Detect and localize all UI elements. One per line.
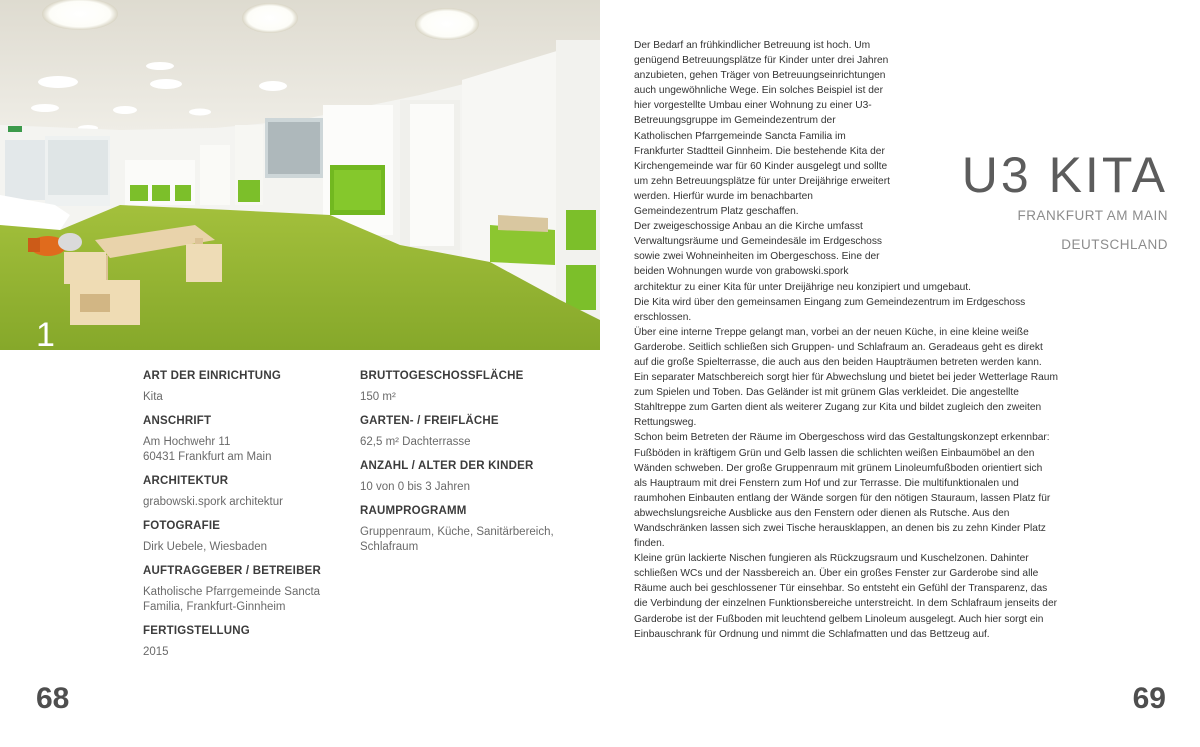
fact-value: 150 m²	[360, 391, 396, 403]
fact-label: FERTIGSTELLUNG	[143, 625, 250, 637]
fact-label: GARTEN- / FREIFLÄCHE	[360, 415, 499, 427]
fact-label: BRUTTOGESCHOSSFLÄCHE	[360, 370, 524, 382]
fact-value: 10 von 0 bis 3 Jahren	[360, 481, 470, 493]
fact-value: 2015	[143, 646, 169, 658]
page-number-right: 69	[1132, 682, 1166, 715]
fact-auftraggeber	[143, 561, 343, 615]
article-body	[634, 38, 1058, 642]
fact-label: ARCHITEKTUR	[143, 475, 229, 487]
fact-label: ANZAHL / ALTER DER KINDER	[360, 460, 534, 472]
facts-right-column	[360, 366, 580, 561]
fact-value: Am Hochwehr 11 60431 Frankfurt am Main	[143, 436, 272, 463]
body-paragraph: Der zweigeschossige Anbau an die Kirche umfasst Verwaltungsräume und Gemeindesäle im Erdgeschoss sowie zwei Wohneinheiten im Obergeschoss. Eine der beiden Wohnungen wurde von grabowski.spork architektur zu einer Kita für unter Dreijährige neu konzipiert und umgebaut.	[634, 221, 971, 293]
fact-fertigstellung	[143, 621, 343, 660]
fact-anzahl-alter	[360, 456, 580, 495]
fact-value: Katholische Pfarrgemeinde Sancta Familia, Frankfurt-Ginnheim	[143, 586, 321, 613]
body-paragraph: Über eine interne Treppe gelangt man, vorbei an der neuen Küche, in eine kleine weiße Garderobe. Seitlich schließen sich Gruppen- und Schlafraum an. Geradeaus geht es direkt auf die große Spielterrasse, die auch aus den beiden Haupträumen betreten werden kann. Ein separater Matschbereich sorgt hier für Abwechslung und bietet bei jeder Wetterlage Raum zum Spielen und Toben. Das Geländer ist mit grünem Glas verkleidet. Die angestellte Stahltreppe zum Garten dient als weiterer Zugang zur Kita und bildet zugleich den zweiten Rettungsweg.	[634, 326, 1058, 429]
fact-value: Gruppenraum, Küche, Sanitärbereich, Schlafraum	[360, 526, 554, 553]
photo-number: 1	[36, 316, 55, 350]
kita-interior-illustration	[0, 0, 600, 350]
fact-value: Dirk Uebele, Wiesbaden	[143, 541, 268, 553]
fact-label: FOTOGRAFIE	[143, 520, 221, 532]
fact-value: Kita	[143, 391, 163, 403]
fact-fotografie	[143, 516, 343, 555]
fact-anschrift	[143, 411, 343, 465]
article-subtitle-country: DEUTSCHLAND	[1061, 236, 1168, 252]
fact-label: AUFTRAGGEBER / BETREIBER	[143, 565, 321, 577]
fact-garten-freiflaeche	[360, 411, 580, 450]
page-number-left: 68	[36, 682, 70, 715]
article-subtitle-city: FRANKFURT AM MAIN	[1017, 208, 1168, 223]
body-paragraph: Kleine grün lackierte Nischen fungieren als Rückzugsraum und Kuschelzonen. Dahinter schließen WCs und der Nassbereich an. Über ein großes Fenster zur Garderobe sind alle Räume auch bei geschlossener Tür einsehbar. So entsteht ein Gefühl der Transparenz, das die Verbindung der einzelnen Funktionsbereiche unterstreicht. In dem Schlafraum jenseits der Garderobe ist der Fußboden mit leuchtend gelbem Linoleum ausgelegt. Auch hier sorgt ein Einbauschrank für Ordnung und nimmt die Schlafmatten und das Bettzeug auf.	[634, 553, 1058, 640]
fact-value: grabowski.spork architektur	[143, 496, 283, 508]
interior-photo	[0, 0, 600, 350]
fact-label: RAUMPROGRAMM	[360, 505, 467, 517]
article-title: U3 KITA	[961, 147, 1168, 203]
body-paragraph: Der Bedarf an frühkindlicher Betreuung ist hoch. Um genügend Betreuungsplätze für Kinder unter drei Jahren anzubieten, gehen Träger von Betreuungseinrichtungen auch ungewöhnliche Wege. Ein solches Beispiel ist der hier vorgestellte Umbau einer Wohnung zu einer U3-Betreuungsgruppe im Gemeindezentrum der Katholischen Pfarrgemeinde Sancta Familia im Frankfurter Stadtteil Ginnheim. Die bestehende Kita der Kirchengemeinde war für 60 Kinder ausgelegt und sollte um zehn Betreuungsplätze für unter Dreijährige erweitert werden. Hierfür wurde im benachbarten Gemeindezentrum Platz geschaffen.	[634, 40, 890, 218]
facts-left-column	[143, 366, 343, 666]
fact-art-der-einrichtung	[143, 366, 343, 405]
body-paragraph: Schon beim Betreten der Räume im Obergeschoss wird das Gestaltungskonzept erkennbar: Fußböden in kräftigem Grün und Gelb lassen die schlichten weißen Einbaumöbel an den Wänden schweben. Der große Gruppenraum mit grünem Linoleumfußboden orientiert sich als Hauptraum mit drei Fenstern zum Hof und zur Terrasse. Die multifunktionalen und raumhohen Einbauten entlang der Wände sorgen für den nötigen Stauraum, lassen Platz für abwechslungsreiche Ausblicke aus den Fenstern oder dienen als Rutsche. Aus den Wandschränken lassen sich zwei Tische herausklappen, an denen bis zu zehn Kinder Platz finden.	[634, 432, 1051, 550]
fact-bruttogeschossflaeche	[360, 366, 580, 405]
fact-label: ART DER EINRICHTUNG	[143, 370, 281, 382]
fact-label: ANSCHRIFT	[143, 415, 212, 427]
fact-architektur	[143, 471, 343, 510]
body-paragraph: Die Kita wird über den gemeinsamen Eingang zum Gemeindezentrum im Erdgeschoss erschlossen.	[634, 296, 1026, 323]
fact-value: 62,5 m² Dachterrasse	[360, 436, 471, 448]
fact-raumprogramm	[360, 501, 580, 555]
title-block	[961, 147, 1168, 252]
